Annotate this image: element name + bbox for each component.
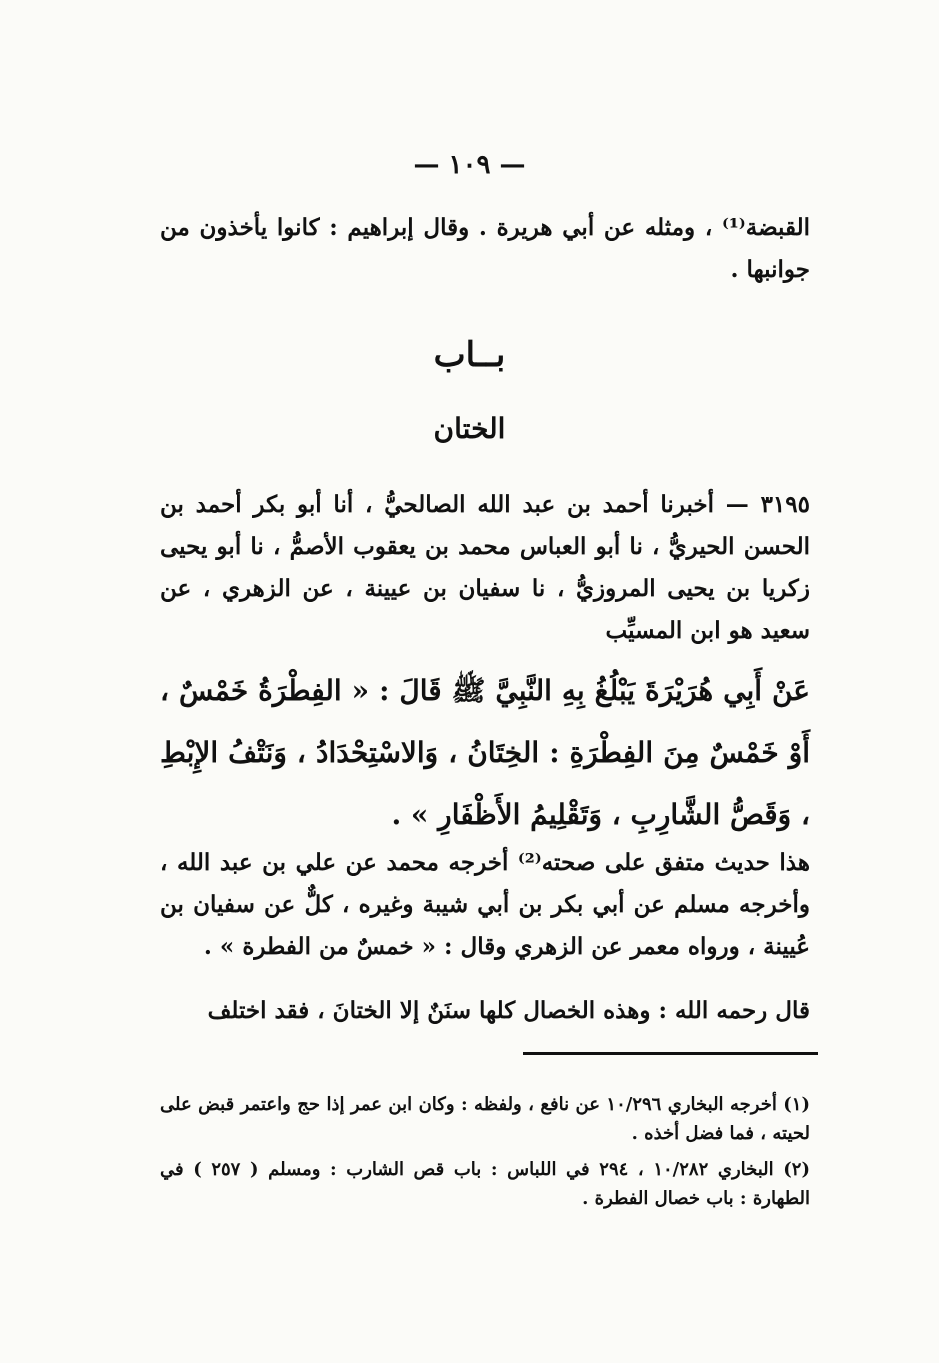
footnote-1: (١) أخرجه البخاري ١٠/٢٩٦ عن نافع ، ولفظه : وكان ابن عمر إذا حج واعتمر قبض على لحيته ، فما فضل أخذه .: [160, 1094, 810, 1144]
hadith-text: عَنْ أَبِي هُرَيْرَةَ يَبْلُغُ بِهِ النَّبِيَّ ﷺ قَالَ : « الفِطْرَةُ خَمْسٌ ، أَوْ خَمْسٌ مِنَ الفِطْرَةِ : الخِتَانُ ، وَالاسْتِحْدَادُ ، وَنَتْفُ الإِبْطِ ، وَقَصُّ الشَّارِبِ ، وَتَقْلِيمُ الأَظْفَارِ » .: [160, 674, 810, 831]
section-title: الختان: [433, 412, 506, 445]
page-number: — ١٠٩ —: [413, 150, 526, 180]
intro-paragraph: القبضة⁽¹⁾ ، ومثله عن أبي هريرة . وقال إبراهيم : كانوا يأخذون من جوانبها .: [160, 214, 810, 283]
footnote-divider: [523, 1052, 818, 1055]
isnad-paragraph: ٣١٩٥ — أخبرنا أحمد بن عبد الله الصالحيُّ ، أنا أبو بكر أحمد بن الحسن الحيريُّ ، نا أبو العباس محمد بن يعقوب الأصمُّ ، نا أبو يحيى زكريا بن يحيى المروزيُّ ، نا سفيان بن عيينة ، عن الزهري ، عن سعيد هو ابن المسيِّب: [160, 491, 810, 644]
footnote-2: (٢) البخاري ١٠/٢٨٢ ، ٢٩٤ في اللباس : باب قص الشارب : ومسلم ( ٢٥٧ ) في الطهارة : باب خصال الفطرة .: [160, 1159, 810, 1209]
commentary-paragraph: قال رحمه الله : وهذه الخصال كلها سنَنٌ إلا الختانَ ، فقد اختلف: [207, 997, 810, 1024]
takhrij-paragraph: هذا حديث متفق على صحته⁽²⁾ أخرجه محمد عن علي بن عبد الله ، وأخرجه مسلم عن أبي بكر بن أبي شيبة وغيره ، كلٌّ عن سفيان بن عُيينة ، ورواه معمر عن الزهري وقال : « خمسٌ من الفطرة » .: [160, 849, 811, 960]
chapter-bab-heading: بــاب: [433, 335, 506, 375]
